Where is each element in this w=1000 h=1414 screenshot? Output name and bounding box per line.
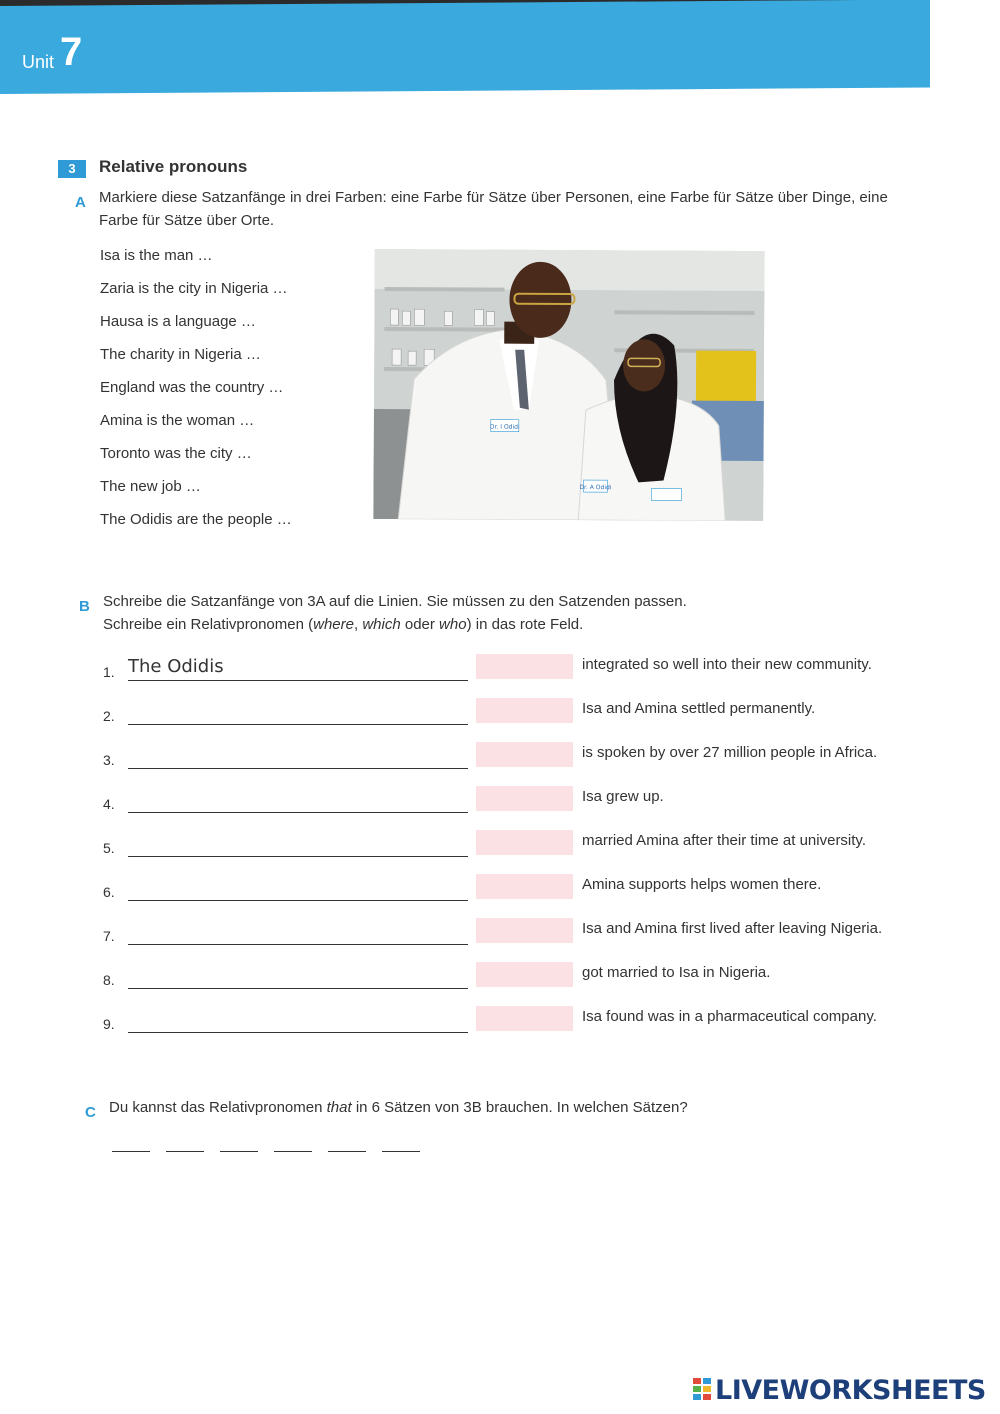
starter-item[interactable]: Zaria is the city in Nigeria … [100,280,288,297]
answer-blank[interactable] [220,1151,258,1152]
pronoun-box-4[interactable] [476,786,573,811]
exercise-row-9 [103,1006,903,1036]
sentence-ending: got married to Isa in Nigeria. [582,964,771,981]
badge-right-text: Dr. A Odidi [579,484,612,492]
instr-text: Du kannst das Relativpronomen [109,1099,327,1116]
pronoun-box-9[interactable] [476,1006,573,1031]
unit-banner [0,0,930,94]
instr-text: Schreibe ein Relativpronomen ( [103,616,314,633]
instr-that: that [326,1099,352,1116]
exercise-row-8 [103,962,903,992]
item-number: 5. [103,840,115,856]
item-number: 9. [103,1016,115,1032]
part-b-instruction-1: Schreibe die Satzanfänge von 3A auf die Linien. Sie müssen zu den Satzenden passen. [103,593,687,610]
exercise-row-3 [103,742,903,772]
answer-blank[interactable] [166,1151,204,1152]
brand-text: LIVEWORKSHEETS [715,1375,986,1406]
starter-item[interactable]: The Odidis are the people … [100,511,292,528]
starter-item[interactable]: England was the country … [100,379,284,396]
pronoun-box-2[interactable] [476,698,573,723]
instr-who: who [439,616,467,633]
part-c-instruction [109,1096,909,1119]
pronoun-box-1[interactable] [476,654,573,679]
instr-where: where [313,616,354,633]
section-number-badge: 3 [58,160,86,178]
lab-photo [373,249,764,521]
sentence-ending: married Amina after their time at university. [582,832,866,849]
item-number: 2. [103,708,115,724]
answer-input-1[interactable]: The Odidis [128,656,224,677]
part-b-instruction-2 [103,613,903,636]
exercise-row-4 [103,786,903,816]
sentence-starters-list [100,246,292,543]
answer-line [128,988,468,989]
answer-blank[interactable] [112,1151,150,1152]
answer-line [128,1032,468,1033]
sentence-ending: Isa and Amina first lived after leaving Nigeria. [582,920,883,937]
liveworksheets-icon [693,1378,711,1400]
answer-line [128,680,468,681]
sentence-ending: integrated so well into their new community. [582,656,872,673]
item-number: 3. [103,752,115,768]
part-a-instruction: Markiere diese Satzanfänge in drei Farben: eine Farbe für Sätze über Personen, eine Farbe für Sätze über Dinge, eine Farbe für Sätze über Orte. [99,189,888,229]
starter-item[interactable]: Hausa is a language … [100,313,256,330]
answer-line [128,724,468,725]
pronoun-box-6[interactable] [476,874,573,899]
item-number: 1. [103,664,115,680]
unit-label: Unit [22,52,55,72]
starter-item[interactable]: Isa is the man … [100,247,213,264]
answer-line [128,856,468,857]
sentence-ending: is spoken by over 27 million people in Africa. [582,744,878,761]
instr-which: which [362,616,401,633]
answer-blank[interactable] [328,1151,366,1152]
exercise-row-2 [103,698,903,728]
section-title: Relative pronouns [99,157,248,176]
item-number: 7. [103,928,115,944]
answer-blank[interactable] [382,1151,420,1152]
sentence-ending: Isa and Amina settled permanently. [582,700,816,717]
item-number: 4. [103,796,115,812]
part-c-letter: C [85,1104,96,1121]
answer-line [128,812,468,813]
part-a-letter: A [75,194,86,211]
exercise-row-1 [103,654,903,684]
starter-item[interactable]: The new job … [100,478,201,495]
answer-line [128,944,468,945]
badge-left-text: Dr. I Odidi [489,423,520,431]
sentence-ending: Isa found was in a pharmaceutical company. [582,1008,877,1025]
pronoun-box-7[interactable] [476,918,573,943]
exercise-row-6 [103,874,903,904]
answer-line [128,900,468,901]
starter-item[interactable]: Toronto was the city … [100,445,252,462]
exercise-row-7 [103,918,903,948]
pronoun-box-8[interactable] [476,962,573,987]
starter-item[interactable]: Amina is the woman … [100,412,255,429]
answer-line [128,768,468,769]
starter-item[interactable]: The charity in Nigeria … [100,346,261,363]
sentence-ending: Isa grew up. [582,788,664,805]
item-number: 6. [103,884,115,900]
instr-text: in 6 Sätzen von 3B brauchen. In welchen Sätzen? [351,1099,688,1116]
pronoun-box-5[interactable] [476,830,573,855]
part-b-letter: B [79,598,90,615]
unit-number: 7 [60,30,83,74]
instr-text: ) in das rote Feld. [466,616,584,633]
answer-blank[interactable] [274,1151,312,1152]
instr-text: , [353,616,363,633]
exercise-row-5 [103,830,903,860]
pronoun-box-3[interactable] [476,742,573,767]
instr-text: oder [400,616,440,633]
sentence-ending: Amina supports helps women there. [582,876,822,893]
item-number: 8. [103,972,115,988]
